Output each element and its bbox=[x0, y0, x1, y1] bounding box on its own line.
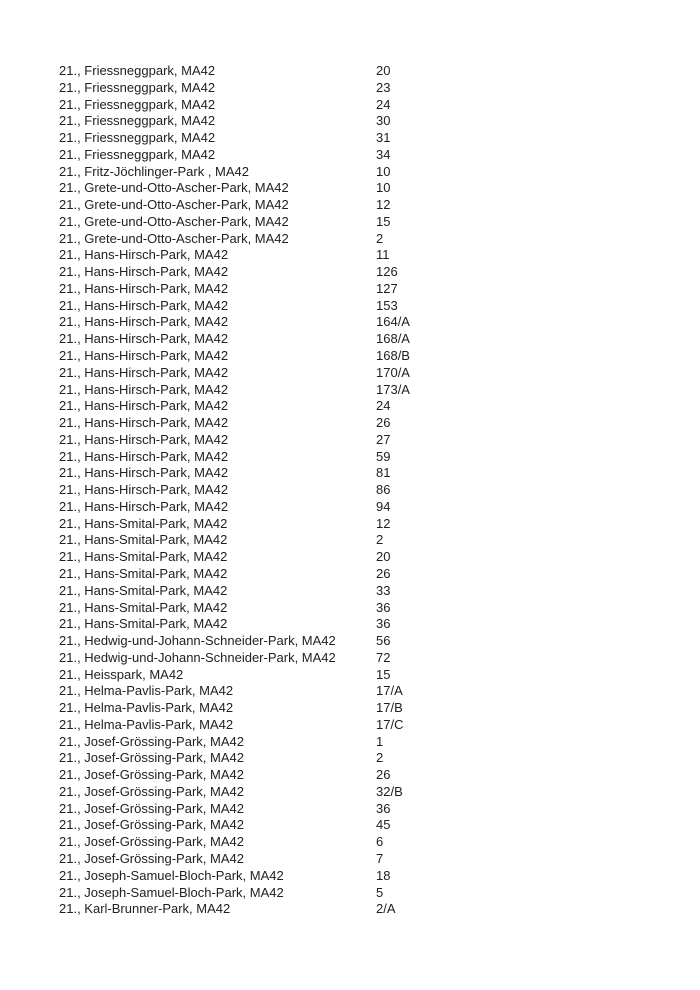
park-number: 33 bbox=[376, 582, 391, 598]
table-row bbox=[59, 784, 659, 801]
table-row bbox=[59, 667, 659, 684]
park-location: 21., Joseph-Samuel-Bloch-Park, MA42 bbox=[59, 867, 284, 883]
park-number: 30 bbox=[376, 113, 391, 129]
park-location: 21., Friessneggpark, MA42 bbox=[59, 79, 216, 95]
park-number: 27 bbox=[376, 431, 391, 447]
park-number: 15 bbox=[376, 213, 391, 229]
park-location: 21., Hans-Hirsch-Park, MA42 bbox=[59, 331, 229, 347]
park-number: 26 bbox=[376, 565, 391, 581]
park-location: 21., Hans-Hirsch-Park, MA42 bbox=[59, 498, 229, 514]
park-number: 26 bbox=[376, 767, 391, 783]
park-location: 21., Hedwig-und-Johann-Schneider-Park, MA42 bbox=[59, 633, 336, 649]
park-location: 21., Hans-Smital-Park, MA42 bbox=[59, 515, 228, 531]
park-location: 21., Friessneggpark, MA42 bbox=[59, 63, 216, 78]
park-number: 12 bbox=[376, 515, 391, 531]
park-number: 59 bbox=[376, 448, 391, 464]
park-number: 56 bbox=[376, 633, 391, 649]
table-row bbox=[59, 616, 659, 633]
table-row bbox=[59, 700, 659, 717]
table-row bbox=[59, 834, 659, 851]
park-number: 11 bbox=[376, 247, 390, 263]
park-number: 170/A bbox=[376, 364, 410, 380]
table-row bbox=[59, 767, 659, 784]
park-location: 21., Friessneggpark, MA42 bbox=[59, 130, 216, 146]
park-number: 126 bbox=[376, 264, 398, 280]
table-row bbox=[59, 549, 659, 566]
table-row bbox=[59, 281, 659, 298]
park-location: 21., Hans-Hirsch-Park, MA42 bbox=[59, 348, 229, 364]
table-row bbox=[59, 516, 659, 533]
table-row bbox=[59, 583, 659, 600]
park-location: 21., Josef-Grössing-Park, MA42 bbox=[59, 783, 244, 799]
park-location: 21., Josef-Grössing-Park, MA42 bbox=[59, 733, 244, 749]
park-location: 21., Josef-Grössing-Park, MA42 bbox=[59, 800, 244, 816]
park-location: 21., Hans-Smital-Park, MA42 bbox=[59, 616, 228, 632]
park-number: 17/B bbox=[376, 700, 403, 716]
park-number: 173/A bbox=[376, 381, 410, 397]
park-list bbox=[59, 63, 659, 918]
park-location: 21., Josef-Grössing-Park, MA42 bbox=[59, 817, 244, 833]
table-row bbox=[59, 482, 659, 499]
park-number: 36 bbox=[376, 616, 391, 632]
park-location: 21., Hans-Hirsch-Park, MA42 bbox=[59, 448, 229, 464]
park-number: 81 bbox=[376, 465, 391, 481]
park-location: 21., Grete-und-Otto-Ascher-Park, MA42 bbox=[59, 213, 289, 229]
park-location: 21., Heisspark, MA42 bbox=[59, 666, 184, 682]
park-number: 2/A bbox=[376, 901, 396, 917]
table-row bbox=[59, 365, 659, 382]
park-location: 21., Hans-Smital-Park, MA42 bbox=[59, 532, 228, 548]
table-row bbox=[59, 885, 659, 902]
park-location: 21., Hans-Hirsch-Park, MA42 bbox=[59, 314, 229, 330]
park-location: 21., Hans-Smital-Park, MA42 bbox=[59, 582, 228, 598]
park-number: 36 bbox=[376, 800, 391, 816]
table-row bbox=[59, 314, 659, 331]
park-location: 21., Joseph-Samuel-Bloch-Park, MA42 bbox=[59, 884, 284, 900]
park-number: 86 bbox=[376, 482, 391, 498]
park-location: 21., Hans-Smital-Park, MA42 bbox=[59, 549, 228, 565]
park-number: 2 bbox=[376, 532, 384, 548]
table-row bbox=[59, 63, 659, 80]
park-number: 2 bbox=[376, 750, 384, 766]
park-number: 17/C bbox=[376, 716, 404, 732]
table-row bbox=[59, 532, 659, 549]
table-row bbox=[59, 197, 659, 214]
table-row bbox=[59, 113, 659, 130]
park-number: 127 bbox=[376, 280, 398, 296]
park-number: 20 bbox=[376, 549, 391, 565]
park-location: 21., Friessneggpark, MA42 bbox=[59, 96, 216, 112]
table-row bbox=[59, 398, 659, 415]
table-row bbox=[59, 901, 659, 918]
park-location: 21., Helma-Pavlis-Park, MA42 bbox=[59, 683, 234, 699]
table-row bbox=[59, 164, 659, 181]
park-number: 23 bbox=[376, 79, 391, 95]
table-row bbox=[59, 750, 659, 767]
table-row bbox=[59, 432, 659, 449]
park-number: 10 bbox=[376, 180, 391, 196]
park-location: 21., Hans-Smital-Park, MA42 bbox=[59, 599, 228, 615]
park-location: 21., Josef-Grössing-Park, MA42 bbox=[59, 834, 244, 850]
park-number: 18 bbox=[376, 867, 391, 883]
table-row bbox=[59, 247, 659, 264]
table-row bbox=[59, 97, 659, 114]
table-row bbox=[59, 734, 659, 751]
park-number: 45 bbox=[376, 817, 391, 833]
park-number: 1 bbox=[376, 733, 384, 749]
table-row bbox=[59, 382, 659, 399]
park-number: 15 bbox=[376, 666, 391, 682]
park-location: 21., Karl-Brunner-Park, MA42 bbox=[59, 901, 231, 917]
park-location: 21., Grete-und-Otto-Ascher-Park, MA42 bbox=[59, 230, 289, 246]
park-location: 21., Grete-und-Otto-Ascher-Park, MA42 bbox=[59, 180, 289, 196]
park-location: 21., Hans-Hirsch-Park, MA42 bbox=[59, 381, 229, 397]
table-row bbox=[59, 633, 659, 650]
park-number: 31 bbox=[376, 130, 391, 146]
table-row bbox=[59, 147, 659, 164]
table-row bbox=[59, 465, 659, 482]
park-number: 36 bbox=[376, 599, 391, 615]
park-number: 5 bbox=[376, 884, 384, 900]
park-number: 168/B bbox=[376, 348, 410, 364]
park-location: 21., Josef-Grössing-Park, MA42 bbox=[59, 750, 244, 766]
park-number: 168/A bbox=[376, 331, 410, 347]
table-row bbox=[59, 650, 659, 667]
table-row bbox=[59, 600, 659, 617]
table-row bbox=[59, 449, 659, 466]
park-location: 21., Hans-Hirsch-Park, MA42 bbox=[59, 280, 229, 296]
table-row bbox=[59, 231, 659, 248]
park-location: 21., Helma-Pavlis-Park, MA42 bbox=[59, 716, 234, 732]
table-row bbox=[59, 80, 659, 97]
park-location: 21., Hans-Hirsch-Park, MA42 bbox=[59, 247, 229, 263]
table-row bbox=[59, 868, 659, 885]
park-number: 12 bbox=[376, 197, 391, 213]
table-row bbox=[59, 180, 659, 197]
table-row bbox=[59, 264, 659, 281]
park-location: 21., Josef-Grössing-Park, MA42 bbox=[59, 850, 244, 866]
park-number: 32/B bbox=[376, 783, 403, 799]
park-location: 21., Hans-Hirsch-Park, MA42 bbox=[59, 297, 229, 313]
park-location: 21., Hans-Hirsch-Park, MA42 bbox=[59, 415, 229, 431]
park-number: 24 bbox=[376, 398, 391, 414]
park-location: 21., Helma-Pavlis-Park, MA42 bbox=[59, 700, 234, 716]
park-location: 21., Grete-und-Otto-Ascher-Park, MA42 bbox=[59, 197, 289, 213]
table-row bbox=[59, 130, 659, 147]
park-number: 94 bbox=[376, 498, 391, 514]
table-row bbox=[59, 817, 659, 834]
table-row bbox=[59, 717, 659, 734]
table-row bbox=[59, 851, 659, 868]
table-row bbox=[59, 566, 659, 583]
table-row bbox=[59, 298, 659, 315]
park-number: 7 bbox=[376, 850, 384, 866]
park-location: 21., Friessneggpark, MA42 bbox=[59, 113, 216, 129]
park-location: 21., Fritz-Jöchlinger-Park , MA42 bbox=[59, 163, 250, 179]
park-number: 153 bbox=[376, 297, 398, 313]
park-location: 21., Hans-Smital-Park, MA42 bbox=[59, 565, 228, 581]
park-number: 20 bbox=[376, 63, 391, 78]
table-row bbox=[59, 683, 659, 700]
park-number: 10 bbox=[376, 163, 391, 179]
park-number: 164/A bbox=[376, 314, 410, 330]
park-number: 72 bbox=[376, 649, 391, 665]
table-row bbox=[59, 499, 659, 516]
park-number: 2 bbox=[376, 230, 384, 246]
park-location: 21., Hans-Hirsch-Park, MA42 bbox=[59, 431, 229, 447]
park-location: 21., Hans-Hirsch-Park, MA42 bbox=[59, 364, 229, 380]
park-location: 21., Hans-Hirsch-Park, MA42 bbox=[59, 264, 229, 280]
table-row bbox=[59, 214, 659, 231]
park-location: 21., Hedwig-und-Johann-Schneider-Park, MA42 bbox=[59, 649, 336, 665]
park-number: 6 bbox=[376, 834, 384, 850]
table-row bbox=[59, 415, 659, 432]
park-number: 24 bbox=[376, 96, 391, 112]
park-number: 17/A bbox=[376, 683, 403, 699]
park-number: 26 bbox=[376, 415, 391, 431]
table-row bbox=[59, 801, 659, 818]
table-row bbox=[59, 348, 659, 365]
table-row bbox=[59, 331, 659, 348]
park-location: 21., Hans-Hirsch-Park, MA42 bbox=[59, 398, 229, 414]
park-location: 21., Friessneggpark, MA42 bbox=[59, 146, 216, 162]
park-location: 21., Josef-Grössing-Park, MA42 bbox=[59, 767, 244, 783]
park-location: 21., Hans-Hirsch-Park, MA42 bbox=[59, 482, 229, 498]
park-location: 21., Hans-Hirsch-Park, MA42 bbox=[59, 465, 229, 481]
park-number: 34 bbox=[376, 146, 391, 162]
